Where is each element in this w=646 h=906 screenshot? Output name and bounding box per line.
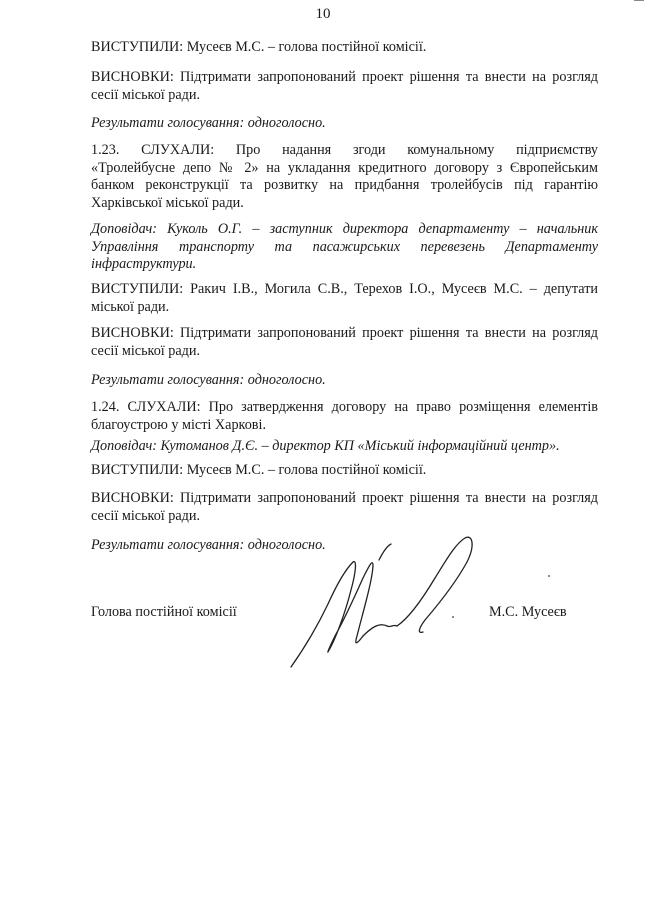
- reporter-paragraph-2: Доповідач: Кутоманов Д.Є. – директор КП «Міський інформаційний центр».: [91, 438, 560, 454]
- speakers-paragraph-1: ВИСТУПИЛИ: Мусеєв М.С. – голова постійної комісії.: [91, 39, 427, 55]
- conclusions-paragraph-2: ВИСНОВКИ: Підтримати запропонований проект рішення та внести на розгляд сесії міської ради.: [91, 325, 598, 359]
- conclusions-paragraph-3: ВИСНОВКИ: Підтримати запропонований проект рішення та внести на розгляд сесії міської ради.: [91, 490, 598, 524]
- page-number: 10: [315, 6, 331, 22]
- item-1-23-first-line: 1.23. СЛУХАЛИ: Про надання згоди комунальному підприємству: [91, 142, 598, 158]
- conclusions-paragraph-1: ВИСНОВКИ: Підтримати запропонований проект рішення та внести на розгляд сесії міської ради.: [91, 69, 598, 103]
- scan-corner-mark: [634, 0, 644, 4]
- voting-result-3: Результати голосування: одноголосно.: [91, 537, 326, 553]
- signature-role: Голова постійної комісії: [91, 604, 237, 620]
- voting-result-2: Результати голосування: одноголосно.: [91, 372, 326, 388]
- signature-name: М.С. Мусеєв: [489, 604, 567, 620]
- item-1-23-heard: [91, 142, 598, 212]
- reporter-paragraph-1: Доповідач: Куколь О.Г. – заступник директора департаменту – начальник Управління транспорту та пасажирських перевезень Департаменту інфраструктури.: [91, 221, 598, 272]
- handwritten-signature: [283, 532, 493, 672]
- item-1-24-heard: 1.24. СЛУХАЛИ: Про затвердження договору на право розміщення елементів благоустрою у місті Харкові.: [91, 399, 598, 433]
- item-1-23-text: «Тролейбусне депо № 2» на укладання кредитного договору з Європейським банком реконструкції та розвитку на придбання тролейбусів під гарантію Харківської міської ради.: [91, 159, 598, 211]
- scan-speck: [452, 616, 454, 618]
- speakers-paragraph-3: ВИСТУПИЛИ: Мусеєв М.С. – голова постійної комісії.: [91, 462, 427, 478]
- speakers-paragraph-2: ВИСТУПИЛИ: Ракич І.В., Могила С.В., Терехов І.О., Мусеєв М.С. – депутати міської ради.: [91, 281, 598, 315]
- scan-speck: [548, 575, 550, 577]
- voting-result-1: Результати голосування: одноголосно.: [91, 115, 326, 131]
